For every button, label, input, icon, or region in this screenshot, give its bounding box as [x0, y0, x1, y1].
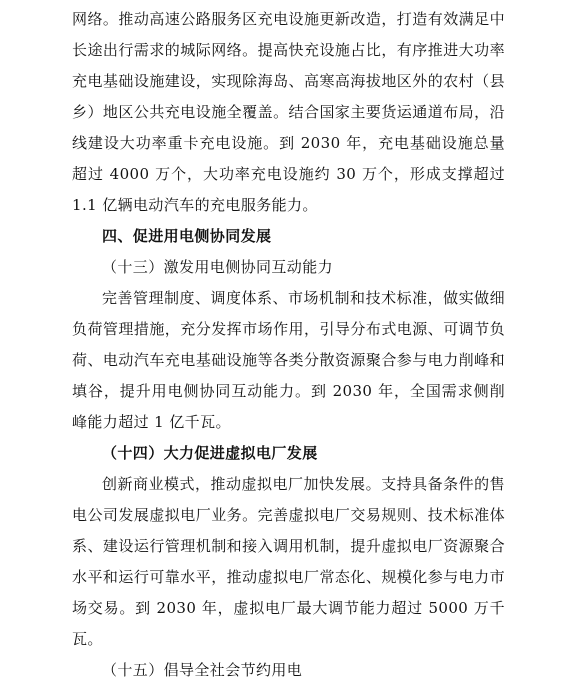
paragraph-demand-side-interaction: 完善管理制度、调度体系、市场机制和技术标准，做实做细负荷管理措施，充分发挥市场作用，引导分布式电源、可调节负荷、电动汽车充电基础设施等各类分散资源聚合参与电力削峰和填谷，提升用电侧协同互动能力。到 2030 年，全国需求侧削峰能力超过 1 亿千瓦。 [72, 289, 505, 431]
paragraph-charging-network: 网络。推动高速公路服务区充电设施更新改造，打造有效满足中长途出行需求的城际网络。提高快充设施占比，有序推进大功率充电基础设施建设，实现除海岛、高寒高海拔地区外的农村（县乡）地区公共充电设施全覆盖。结合国家主要货运通道布局，沿线建设大功率重卡充电设施。到 2030 年，充电基础设施总量超过 4000 万个，大功率充电设施约 30 万个，形成支撑超过 1.1 亿辆电动汽车的充电服务能力。 [72, 10, 505, 214]
paragraph-virtual-power-plant: 创新商业模式，推动虚拟电厂加快发展。支持具备条件的售电公司发展虚拟电厂业务。完善虚拟电厂交易规则、技术标准体系、建设运行管理机制和接入调用机制，提升虚拟电厂资源聚合水平和运行可靠水平，推动虚拟电厂常态化、规模化参与电力市场交易。到 2030 年，虚拟电厂最大调节能力超过 5000 万千瓦。 [72, 475, 505, 648]
section-heading-4: 四、促进用电侧协同发展 [102, 227, 272, 245]
subsection-heading-15: （十五）倡导全社会节约用电 [102, 661, 303, 679]
subsection-heading-14: （十四）大力促进虚拟电厂发展 [102, 444, 318, 462]
subsection-heading-13: （十三）激发用电侧协同互动能力 [102, 258, 334, 276]
